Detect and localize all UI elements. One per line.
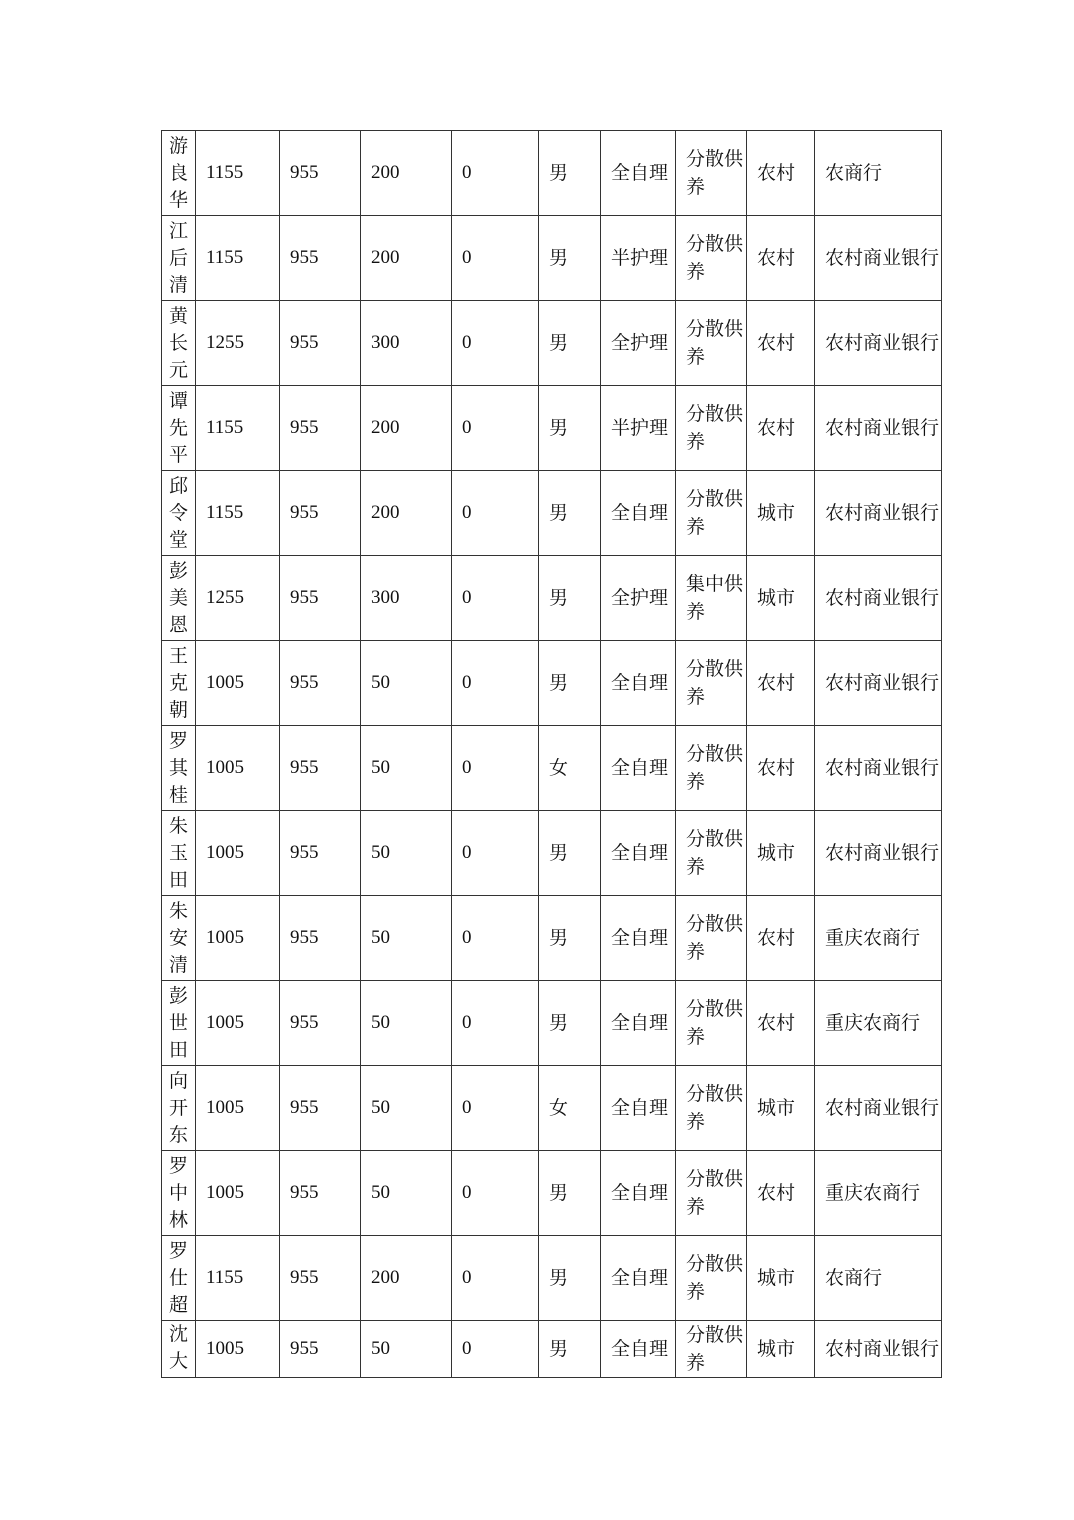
person-name-cell: 朱玉田 bbox=[162, 811, 196, 896]
area-type-cell: 农村 bbox=[747, 896, 815, 981]
base-amount-cell: 955 bbox=[280, 811, 361, 896]
person-name-cell: 江后清 bbox=[162, 216, 196, 301]
bank-name-cell: 农村商业银行 bbox=[815, 386, 942, 471]
bank-name-cell: 农商行 bbox=[815, 1236, 942, 1321]
area-type-cell: 农村 bbox=[747, 301, 815, 386]
subsidy-amount-cell: 50 bbox=[361, 811, 452, 896]
subsidy-amount-cell: 200 bbox=[361, 471, 452, 556]
bank-name-cell: 重庆农商行 bbox=[815, 981, 942, 1066]
person-name-cell: 向开东 bbox=[162, 1066, 196, 1151]
gender-cell: 男 bbox=[539, 386, 601, 471]
gender-cell: 男 bbox=[539, 981, 601, 1066]
base-amount-cell: 955 bbox=[280, 726, 361, 811]
total-amount-cell: 1005 bbox=[196, 641, 280, 726]
extra-amount-cell: 0 bbox=[452, 1151, 539, 1236]
total-amount-cell: 1155 bbox=[196, 1236, 280, 1321]
care-level-cell: 全护理 bbox=[601, 556, 676, 641]
gender-cell: 男 bbox=[539, 896, 601, 981]
extra-amount-cell: 0 bbox=[452, 981, 539, 1066]
base-amount-cell: 955 bbox=[280, 301, 361, 386]
table-row bbox=[162, 896, 942, 981]
care-level-cell: 全自理 bbox=[601, 471, 676, 556]
base-amount-cell: 955 bbox=[280, 641, 361, 726]
area-type-cell: 农村 bbox=[747, 131, 815, 216]
care-level-cell: 全自理 bbox=[601, 1321, 676, 1378]
bank-name-cell: 农村商业银行 bbox=[815, 726, 942, 811]
support-type-cell: 分散供养 bbox=[676, 1236, 747, 1321]
gender-cell: 男 bbox=[539, 1321, 601, 1378]
subsidy-amount-cell: 300 bbox=[361, 556, 452, 641]
base-amount-cell: 955 bbox=[280, 1236, 361, 1321]
base-amount-cell: 955 bbox=[280, 556, 361, 641]
table-row bbox=[162, 386, 942, 471]
area-type-cell: 城市 bbox=[747, 1236, 815, 1321]
care-level-cell: 全自理 bbox=[601, 641, 676, 726]
total-amount-cell: 1005 bbox=[196, 1066, 280, 1151]
gender-cell: 女 bbox=[539, 1066, 601, 1151]
total-amount-cell: 1155 bbox=[196, 471, 280, 556]
area-type-cell: 农村 bbox=[747, 386, 815, 471]
table-row bbox=[162, 811, 942, 896]
table-row bbox=[162, 726, 942, 811]
extra-amount-cell: 0 bbox=[452, 896, 539, 981]
base-amount-cell: 955 bbox=[280, 471, 361, 556]
gender-cell: 男 bbox=[539, 556, 601, 641]
total-amount-cell: 1155 bbox=[196, 131, 280, 216]
bank-name-cell: 重庆农商行 bbox=[815, 896, 942, 981]
person-name-cell: 彭世田 bbox=[162, 981, 196, 1066]
gender-cell: 男 bbox=[539, 216, 601, 301]
table-row bbox=[162, 1321, 942, 1378]
support-type-cell: 分散供养 bbox=[676, 981, 747, 1066]
bank-name-cell: 农村商业银行 bbox=[815, 811, 942, 896]
support-type-cell: 分散供养 bbox=[676, 131, 747, 216]
area-type-cell: 城市 bbox=[747, 471, 815, 556]
support-type-cell: 集中供养 bbox=[676, 556, 747, 641]
support-type-cell: 分散供养 bbox=[676, 1321, 747, 1378]
table-row bbox=[162, 1236, 942, 1321]
support-type-cell: 分散供养 bbox=[676, 641, 747, 726]
care-level-cell: 全自理 bbox=[601, 811, 676, 896]
care-level-cell: 全自理 bbox=[601, 1236, 676, 1321]
person-name-cell: 沈大 bbox=[162, 1321, 196, 1378]
subsidy-amount-cell: 50 bbox=[361, 1151, 452, 1236]
subsidy-amount-cell: 200 bbox=[361, 386, 452, 471]
area-type-cell: 农村 bbox=[747, 641, 815, 726]
base-amount-cell: 955 bbox=[280, 1151, 361, 1236]
total-amount-cell: 1255 bbox=[196, 301, 280, 386]
bank-name-cell: 农村商业银行 bbox=[815, 641, 942, 726]
support-type-cell: 分散供养 bbox=[676, 726, 747, 811]
table-row bbox=[162, 301, 942, 386]
total-amount-cell: 1005 bbox=[196, 1321, 280, 1378]
table-row bbox=[162, 471, 942, 556]
extra-amount-cell: 0 bbox=[452, 556, 539, 641]
bank-name-cell: 农商行 bbox=[815, 131, 942, 216]
total-amount-cell: 1155 bbox=[196, 216, 280, 301]
subsidy-amount-cell: 300 bbox=[361, 301, 452, 386]
data-table bbox=[161, 130, 942, 1378]
person-name-cell: 朱安清 bbox=[162, 896, 196, 981]
care-level-cell: 全自理 bbox=[601, 981, 676, 1066]
care-level-cell: 全自理 bbox=[601, 896, 676, 981]
area-type-cell: 农村 bbox=[747, 1151, 815, 1236]
gender-cell: 男 bbox=[539, 301, 601, 386]
subsidy-amount-cell: 50 bbox=[361, 1066, 452, 1151]
area-type-cell: 农村 bbox=[747, 981, 815, 1066]
extra-amount-cell: 0 bbox=[452, 386, 539, 471]
person-name-cell: 王克朝 bbox=[162, 641, 196, 726]
subsidy-amount-cell: 50 bbox=[361, 726, 452, 811]
extra-amount-cell: 0 bbox=[452, 131, 539, 216]
area-type-cell: 农村 bbox=[747, 216, 815, 301]
area-type-cell: 农村 bbox=[747, 726, 815, 811]
gender-cell: 男 bbox=[539, 1151, 601, 1236]
care-level-cell: 全自理 bbox=[601, 1151, 676, 1236]
support-type-cell: 分散供养 bbox=[676, 1066, 747, 1151]
subsidy-amount-cell: 50 bbox=[361, 641, 452, 726]
gender-cell: 男 bbox=[539, 471, 601, 556]
care-level-cell: 半护理 bbox=[601, 386, 676, 471]
extra-amount-cell: 0 bbox=[452, 1321, 539, 1378]
extra-amount-cell: 0 bbox=[452, 301, 539, 386]
extra-amount-cell: 0 bbox=[452, 216, 539, 301]
total-amount-cell: 1005 bbox=[196, 896, 280, 981]
table-row bbox=[162, 216, 942, 301]
person-name-cell: 邱令堂 bbox=[162, 471, 196, 556]
person-name-cell: 罗其桂 bbox=[162, 726, 196, 811]
base-amount-cell: 955 bbox=[280, 216, 361, 301]
gender-cell: 男 bbox=[539, 131, 601, 216]
total-amount-cell: 1155 bbox=[196, 386, 280, 471]
bank-name-cell: 农村商业银行 bbox=[815, 1066, 942, 1151]
person-name-cell: 彭美恩 bbox=[162, 556, 196, 641]
base-amount-cell: 955 bbox=[280, 131, 361, 216]
gender-cell: 男 bbox=[539, 811, 601, 896]
table-row bbox=[162, 556, 942, 641]
person-name-cell: 黄长元 bbox=[162, 301, 196, 386]
person-name-cell: 罗仕超 bbox=[162, 1236, 196, 1321]
base-amount-cell: 955 bbox=[280, 896, 361, 981]
bank-name-cell: 农村商业银行 bbox=[815, 216, 942, 301]
support-type-cell: 分散供养 bbox=[676, 216, 747, 301]
base-amount-cell: 955 bbox=[280, 386, 361, 471]
extra-amount-cell: 0 bbox=[452, 811, 539, 896]
extra-amount-cell: 0 bbox=[452, 1066, 539, 1151]
base-amount-cell: 955 bbox=[280, 1321, 361, 1378]
care-level-cell: 全自理 bbox=[601, 131, 676, 216]
care-level-cell: 全自理 bbox=[601, 1066, 676, 1151]
bank-name-cell: 农村商业银行 bbox=[815, 1321, 942, 1378]
gender-cell: 男 bbox=[539, 641, 601, 726]
total-amount-cell: 1005 bbox=[196, 726, 280, 811]
area-type-cell: 城市 bbox=[747, 1321, 815, 1378]
bank-name-cell: 农村商业银行 bbox=[815, 301, 942, 386]
support-type-cell: 分散供养 bbox=[676, 896, 747, 981]
total-amount-cell: 1005 bbox=[196, 981, 280, 1066]
support-type-cell: 分散供养 bbox=[676, 301, 747, 386]
area-type-cell: 城市 bbox=[747, 556, 815, 641]
table-row bbox=[162, 1151, 942, 1236]
area-type-cell: 城市 bbox=[747, 811, 815, 896]
bank-name-cell: 重庆农商行 bbox=[815, 1151, 942, 1236]
bank-name-cell: 农村商业银行 bbox=[815, 471, 942, 556]
gender-cell: 女 bbox=[539, 726, 601, 811]
base-amount-cell: 955 bbox=[280, 1066, 361, 1151]
care-level-cell: 全护理 bbox=[601, 301, 676, 386]
subsidy-amount-cell: 50 bbox=[361, 896, 452, 981]
subsidy-amount-cell: 50 bbox=[361, 981, 452, 1066]
table-row bbox=[162, 131, 942, 216]
care-level-cell: 半护理 bbox=[601, 216, 676, 301]
subsidy-amount-cell: 200 bbox=[361, 131, 452, 216]
extra-amount-cell: 0 bbox=[452, 726, 539, 811]
subsidy-amount-cell: 50 bbox=[361, 1321, 452, 1378]
table-row bbox=[162, 981, 942, 1066]
total-amount-cell: 1005 bbox=[196, 811, 280, 896]
subsidy-amount-cell: 200 bbox=[361, 216, 452, 301]
total-amount-cell: 1005 bbox=[196, 1151, 280, 1236]
base-amount-cell: 955 bbox=[280, 981, 361, 1066]
total-amount-cell: 1255 bbox=[196, 556, 280, 641]
support-type-cell: 分散供养 bbox=[676, 471, 747, 556]
support-type-cell: 分散供养 bbox=[676, 811, 747, 896]
extra-amount-cell: 0 bbox=[452, 641, 539, 726]
gender-cell: 男 bbox=[539, 1236, 601, 1321]
support-type-cell: 分散供养 bbox=[676, 1151, 747, 1236]
bank-name-cell: 农村商业银行 bbox=[815, 556, 942, 641]
table-body bbox=[162, 131, 942, 1378]
person-name-cell: 游良华 bbox=[162, 131, 196, 216]
table-row bbox=[162, 1066, 942, 1151]
support-type-cell: 分散供养 bbox=[676, 386, 747, 471]
care-level-cell: 全自理 bbox=[601, 726, 676, 811]
extra-amount-cell: 0 bbox=[452, 1236, 539, 1321]
extra-amount-cell: 0 bbox=[452, 471, 539, 556]
subsidy-amount-cell: 200 bbox=[361, 1236, 452, 1321]
area-type-cell: 城市 bbox=[747, 1066, 815, 1151]
person-name-cell: 谭先平 bbox=[162, 386, 196, 471]
table-row bbox=[162, 641, 942, 726]
person-name-cell: 罗中林 bbox=[162, 1151, 196, 1236]
